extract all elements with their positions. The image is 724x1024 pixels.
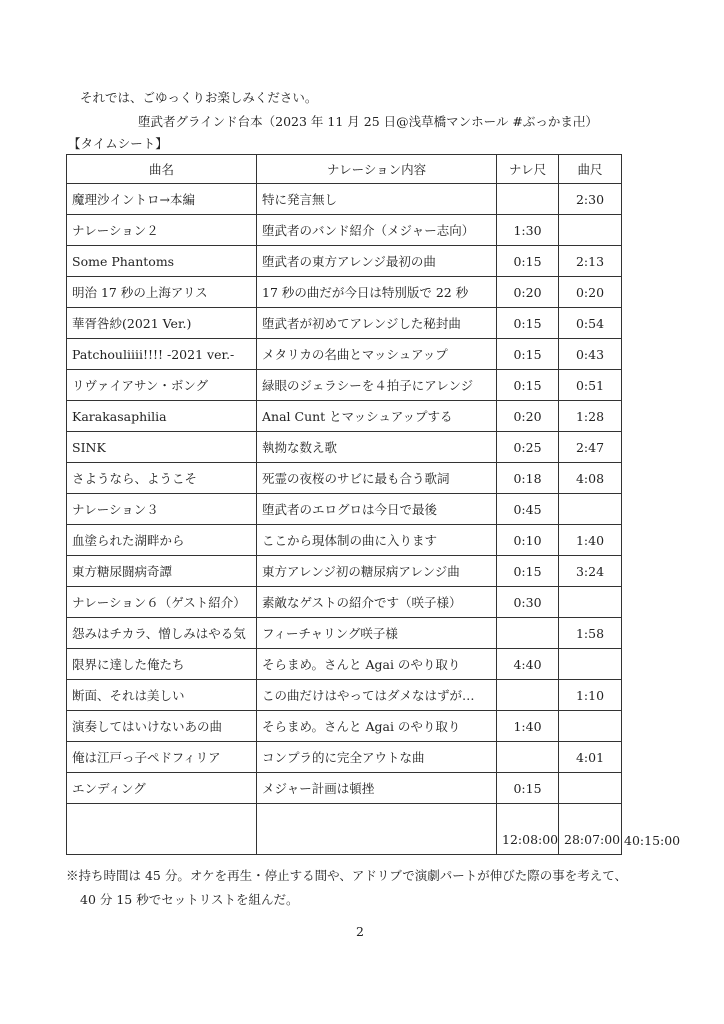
song-length-cell: 0:20 [559,277,622,308]
song-length-cell [559,215,622,246]
narration-content-cell: そらまめ。さんと Agai のやり取り [257,649,497,680]
song-length-cell: 1:58 [559,618,622,649]
song-length-cell [559,711,622,742]
song-name-cell: 俺は江戸っ子ペドフィリア [67,742,257,773]
song-name-cell: Patchouliiii!!!! -2021 ver.- [67,339,257,370]
narration-content-cell: 素敵なゲストの紹介です（咲子様） [257,587,497,618]
table-row [67,649,622,680]
song-name-cell: 東方糖尿闘病奇譚 [67,556,257,587]
song-length-cell: 1:40 [559,525,622,556]
narration-content-cell: 東方アレンジ初の糖尿病アレンジ曲 [257,556,497,587]
table-row [67,215,622,246]
narration-content-cell: 堕武者のエログロは今日で最後 [257,494,497,525]
total-overall-time: 40:15:00 [624,833,681,848]
narration-length-cell [497,618,559,649]
narration-content-cell: 特に発言無し [257,184,497,215]
table-row [67,556,622,587]
note-line-1: ※持ち時間は 45 分。オケを再生・停止する間や、アドリブで演劇パートが伸びた際の事を考えて、 [66,868,627,883]
narration-length-cell: 0:18 [497,463,559,494]
narration-length-cell: 1:30 [497,215,559,246]
table-row [67,525,622,556]
header-narration-content: ナレーション内容 [257,155,497,184]
narration-length-cell: 0:15 [497,308,559,339]
narration-content-cell: コンプラ的に完全アウトな曲 [257,742,497,773]
narration-length-cell [497,742,559,773]
narration-length-cell: 0:20 [497,277,559,308]
table-row [67,308,622,339]
song-name-cell: ナレーション２ [67,215,257,246]
song-length-cell: 2:13 [559,246,622,277]
intro-text: それでは、ごゆっくりお楽しみください。 [80,90,318,105]
narration-content-cell: 死霊の夜桜のサビに最も合う歌詞 [257,463,497,494]
song-length-cell [559,773,622,804]
narration-length-cell: 0:10 [497,525,559,556]
table-row [67,401,622,432]
song-length-cell: 1:28 [559,401,622,432]
narration-length-cell: 0:20 [497,401,559,432]
header-narration-length: ナレ尺 [497,155,559,184]
table-row [67,184,622,215]
narration-length-cell: 4:40 [497,649,559,680]
narration-content-cell: Anal Cunt とマッシュアップする [257,401,497,432]
song-length-cell [559,649,622,680]
song-length-cell: 2:47 [559,432,622,463]
page-number: 2 [356,924,364,939]
song-length-cell: 2:30 [559,184,622,215]
song-name-cell: 演奏してはいけないあの曲 [67,711,257,742]
narration-content-cell: 堕武者の東方アレンジ最初の曲 [257,246,497,277]
total-narration-time: 12:08:00 [497,804,559,855]
song-length-cell: 4:01 [559,742,622,773]
narration-length-cell: 0:15 [497,370,559,401]
narration-content-cell: 緑眼のジェラシーを４拍子にアレンジ [257,370,497,401]
song-name-cell: 限界に達した俺たち [67,649,257,680]
narration-length-cell: 0:30 [497,587,559,618]
table-row [67,339,622,370]
narration-length-cell: 0:15 [497,339,559,370]
song-name-cell: Karakasaphilia [67,401,257,432]
header-song-length: 曲尺 [559,155,622,184]
narration-content-cell: 17 秒の曲だが今日は特別版で 22 秒 [257,277,497,308]
song-name-cell: 魔理沙イントロ→本編 [67,184,257,215]
song-name-cell: エンディング [67,773,257,804]
table-row [67,742,622,773]
song-length-cell: 0:51 [559,370,622,401]
note-line-2: 40 分 15 秒でセットリストを組んだ。 [80,892,299,907]
table-row [67,463,622,494]
song-name-cell: リヴァイアサン・ボング [67,370,257,401]
table-row [67,277,622,308]
table-row [67,246,622,277]
song-length-cell [559,494,622,525]
narration-content-cell: 執拗な数え歌 [257,432,497,463]
header-song-name: 曲名 [67,155,257,184]
song-name-cell: 血塗られた湖畔から [67,525,257,556]
narration-content-cell: 堕武者のバンド紹介（メジャー志向） [257,215,497,246]
song-length-cell [559,587,622,618]
narration-length-cell: 0:25 [497,432,559,463]
song-length-cell: 0:43 [559,339,622,370]
narration-content-cell: 堕武者が初めてアレンジした秘封曲 [257,308,497,339]
song-name-cell: 華胥咎紗(2021 Ver.) [67,308,257,339]
song-length-cell: 3:24 [559,556,622,587]
table-row [67,680,622,711]
document-title: 堕武者グラインド台本（2023 年 11 月 25 日@浅草橋マンホール #ぶっかま卍） [138,114,598,129]
narration-content-cell: この曲だけはやってはダメなはずが… [257,680,497,711]
song-name-cell: 明治 17 秒の上海アリス [67,277,257,308]
song-name-cell: 断面、それは美しい [67,680,257,711]
narration-length-cell: 0:15 [497,246,559,277]
narration-length-cell: 0:15 [497,773,559,804]
narration-content-cell: フィーチャリング咲子様 [257,618,497,649]
total-song-time: 28:07:00 [559,804,622,855]
table-row [67,618,622,649]
song-length-cell: 4:08 [559,463,622,494]
narration-content-cell: そらまめ。さんと Agai のやり取り [257,711,497,742]
narration-length-cell: 1:40 [497,711,559,742]
song-name-cell: SINK [67,432,257,463]
narration-content-cell: メジャー計画は頓挫 [257,773,497,804]
narration-length-cell: 0:15 [497,556,559,587]
table-row [67,370,622,401]
section-heading: 【タイムシート】 [68,136,168,151]
table-row [67,587,622,618]
narration-length-cell [497,680,559,711]
song-name-cell: ナレーション６（ゲスト紹介） [67,587,257,618]
table-row [67,432,622,463]
totals-blank-cell [67,804,257,855]
song-name-cell: 怨みはチカラ、憎しみはやる気 [67,618,257,649]
table-header-row [67,155,622,184]
song-name-cell: さようなら、ようこそ [67,463,257,494]
song-length-cell: 0:54 [559,308,622,339]
song-name-cell: ナレーション３ [67,494,257,525]
totals-blank-cell [257,804,497,855]
table-row [67,494,622,525]
narration-content-cell: メタリカの名曲とマッシュアップ [257,339,497,370]
table-row [67,711,622,742]
narration-length-cell: 0:45 [497,494,559,525]
table-row [67,773,622,804]
totals-row [67,804,622,855]
narration-length-cell [497,184,559,215]
narration-content-cell: ここから現体制の曲に入ります [257,525,497,556]
song-length-cell: 1:10 [559,680,622,711]
song-name-cell: Some Phantoms [67,246,257,277]
timesheet-table [66,154,622,855]
